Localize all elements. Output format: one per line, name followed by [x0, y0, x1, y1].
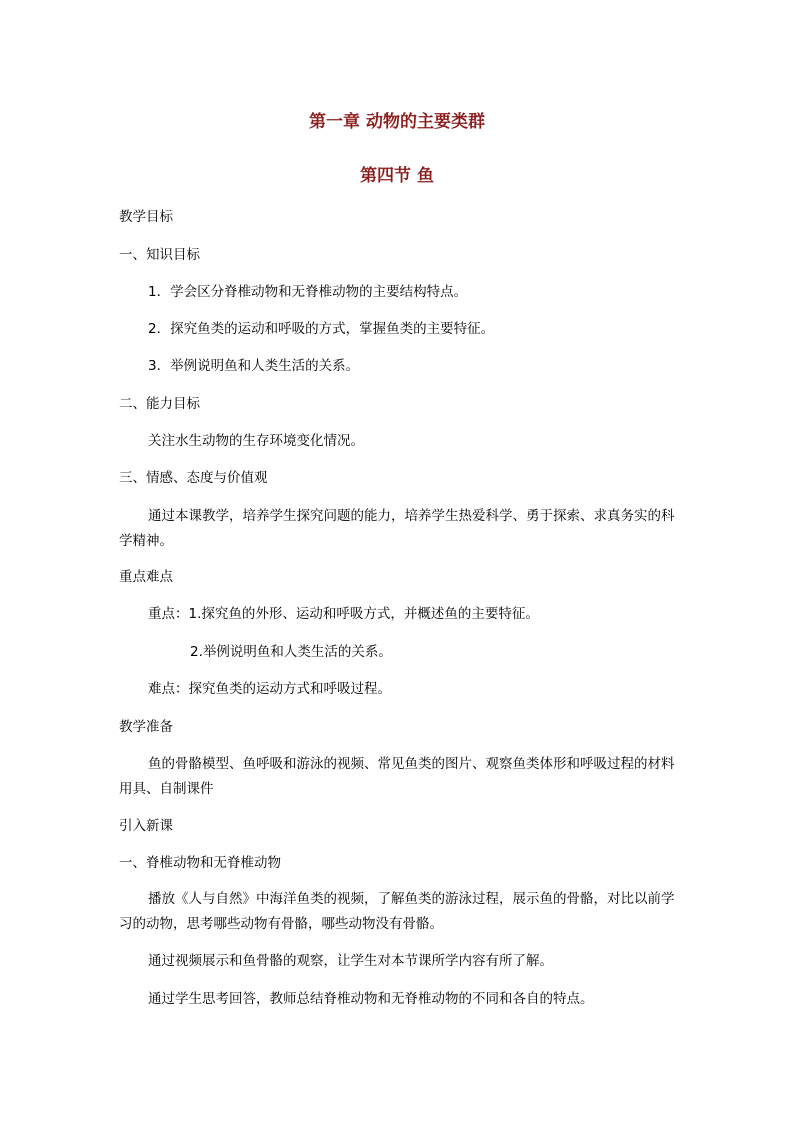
knowledge-goal-item: 2．探究鱼类的运动和呼吸的方式，掌握鱼类的主要特征。: [148, 321, 495, 337]
vertebrate-section-heading: 一、脊椎动物和无脊椎动物: [119, 855, 281, 871]
knowledge-goal-item: 1．学会区分脊椎动物和无脊椎动物的主要结构特点。: [148, 284, 468, 300]
difficult-point: 难点：探究鱼类的运动方式和呼吸过程。: [148, 681, 391, 697]
ability-goals-heading: 二、能力目标: [119, 396, 200, 412]
emotion-goals-text: 通过本课教学，培养学生探究问题的能力，培养学生热爱科学、勇于探索、求真务实的科学精神。: [119, 508, 675, 549]
chapter-title: 第一章 动物的主要类群: [309, 112, 485, 132]
preparation-text: 鱼的骨骼模型、鱼呼吸和游泳的视频、常见鱼类的图片、观察鱼类体形和呼吸过程的材料用具、自制课件: [119, 756, 675, 797]
key-point-2: 2.举例说明鱼和人类生活的关系。: [190, 644, 392, 660]
section-title: 第四节 鱼: [360, 166, 434, 186]
preparation-heading: 教学准备: [119, 719, 173, 735]
intro-paragraph: 播放《人与自然》中海洋鱼类的视频，了解鱼类的游泳过程，展示鱼的骨骼，对比以前学习的动物，思考哪些动物有骨骼，哪些动物没有骨骼。: [119, 891, 675, 932]
teaching-goals-heading: 教学目标: [119, 209, 173, 225]
knowledge-goals-heading: 一、知识目标: [119, 247, 200, 263]
intro-heading: 引入新课: [119, 818, 173, 834]
key-point-1: 重点：1.探究鱼的外形、运动和呼吸方式，并概述鱼的主要特征。: [148, 606, 539, 622]
knowledge-goal-item: 3．举例说明鱼和人类生活的关系。: [148, 358, 360, 374]
intro-paragraph: 通过学生思考回答，教师总结脊椎动物和无脊椎动物的不同和各自的特点。: [148, 991, 594, 1007]
ability-goals-text: 关注水生动物的生存环境变化情况。: [148, 433, 364, 449]
emotion-goals-heading: 三、情感、态度与价值观: [119, 470, 268, 486]
key-points-heading: 重点难点: [119, 569, 173, 585]
intro-paragraph: 通过视频展示和鱼骨骼的观察，让学生对本节课所学内容有所了解。: [148, 953, 553, 969]
